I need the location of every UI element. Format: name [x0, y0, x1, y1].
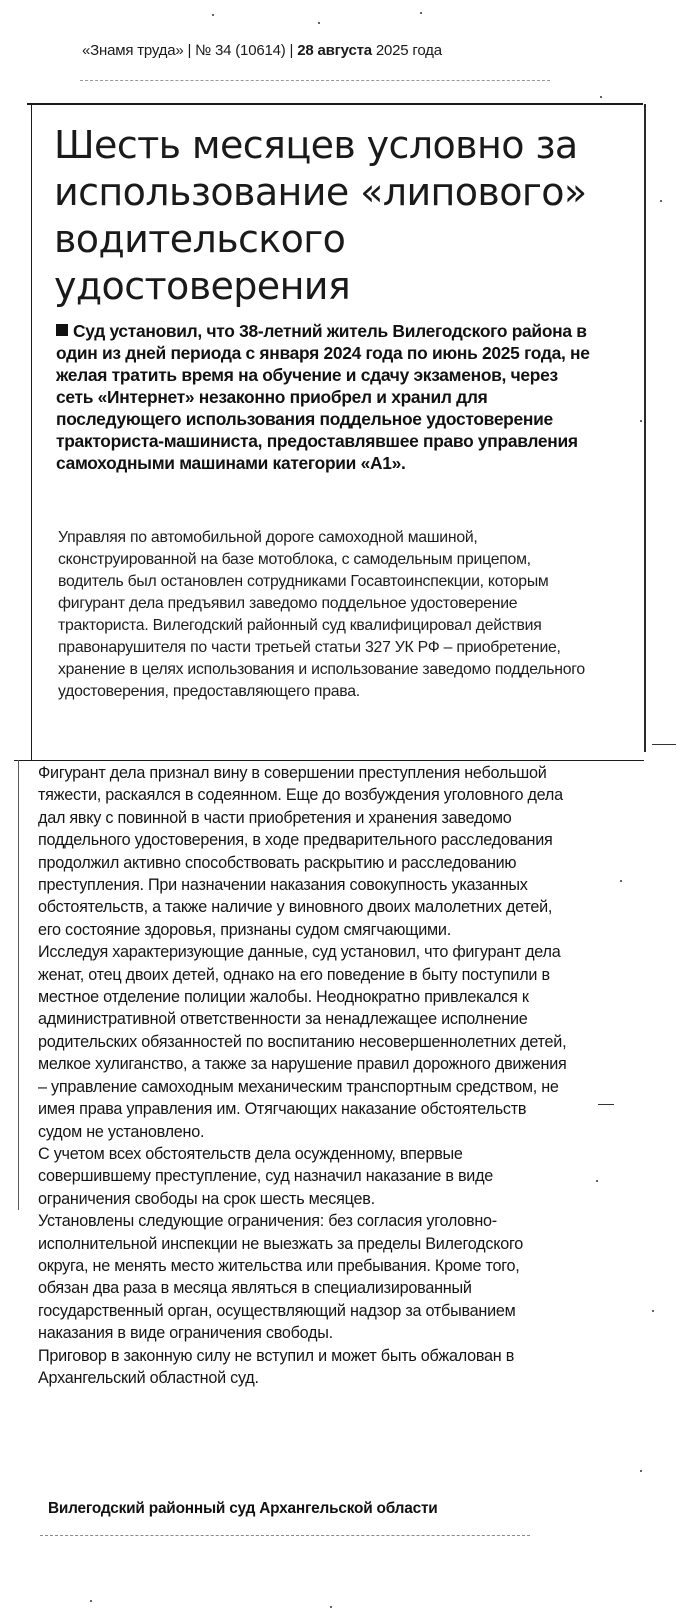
scan-speck [652, 1310, 654, 1312]
article-frame-left [31, 103, 32, 760]
scan-speck [596, 1180, 598, 1182]
article-paragraph: Фигурант дела признал вину в совершении преступления небольшой тяжести, раскаялся в содеянном. Еще до возбуждения уголовного дела дал явку с повинной в части приобретения и хранения заведомо поддельного удостоверения, в ходе предварительного расследования продолжил активно способствовать раскрытию и расследованию преступления. При назначении наказания совокупность указанных обстоятельств, а также наличие у виновного двоих малолетних детей, его состояние здоровья, признаны судом смягчающими. [38, 764, 563, 939]
article-paragraph: Исследуя характеризующие данные, суд установил, что фигурант дела женат, отец двоих детей, однако на его поведение в быту поступили в местное отделение полиции жалобы. Неоднократно привлекался к административной ответственности за ненадлежащее исполнение родительских обязанностей по воспитанию несовершеннолетних детей, мелкое хулиганство, а также за нарушение правил дорожного движения – управление самоходным механическим транспортным средством, не имея права управления им. Отягчающих наказание обстоятельств судом не установлено. [38, 943, 567, 1141]
article-paragraph: Приговор в законную силу не вступил и может быть обжалован в Архангельский областной суд. [38, 1346, 515, 1387]
article-title: Шесть месяцев условно за использование «липового» водительского удостоверения [54, 123, 587, 308]
header-separator: | [183, 42, 196, 59]
scan-speck [640, 1470, 642, 1472]
header-separator: | [285, 42, 298, 59]
footer-divider [40, 1535, 530, 1536]
scan-speck [318, 22, 320, 24]
article-frame-bottom [14, 760, 644, 761]
header-divider [80, 80, 550, 81]
article-frame-top [27, 103, 643, 105]
publication-name: «Знамя труда» [82, 42, 184, 59]
scan-speck [600, 96, 602, 98]
scan-speck [330, 1606, 332, 1608]
issue-date-day: 28 августа [297, 42, 372, 59]
scan-speck [420, 12, 422, 14]
scan-mark [598, 1104, 614, 1105]
scan-speck [660, 200, 662, 202]
article-lead [56, 320, 598, 474]
scan-edge-line [18, 760, 19, 1210]
article-frame-right [644, 104, 646, 752]
issue-number: № 34 (10614) [195, 42, 286, 59]
lead-text: Суд установил, что 38-летний житель Вилегодского района в один из дней периода с января 2024 года по июнь 2025 года, не желая тратить время на обучение и сдачу экзаменов, через сеть «Интернет» незаконно приобрел и хранил для последующего использования поддельное удостоверение тракториста-машиниста, предоставлявшее право управления самоходными машинами категории «А1». [56, 321, 590, 473]
issue-date-year: 2025 года [371, 42, 442, 59]
scan-speck [90, 1600, 92, 1602]
article-signature: Вилегодский районный суд Архангельской области [48, 1500, 438, 1517]
scan-speck [620, 880, 622, 882]
article-paragraph: Управляя по автомобильной дороге самоходной машиной, сконструированной на базе мотоблока, с самодельным прицепом, водитель был остановлен сотрудниками Госавтоинспекции, которым фигурант дела предъявил заведомо поддельное удостоверение тракториста. Вилегодский районный суд квалифицировал действия правонарушителя по части третьей статьи 327 УК РФ – приобретение, хранение в целях использования и использование заведомо поддельного удостоверения, предоставляющего права. [58, 529, 585, 700]
scan-speck [640, 420, 642, 422]
scan-speck [212, 14, 214, 16]
publication-header [82, 42, 642, 59]
article-paragraph: Установлены следующие ограничения: без согласия уголовно-исполнительной инспекции не выезжать за пределы Вилегодского округа, не менять место жительства или пребывания. Кроме того, обязан два раза в месяца являться в специализированный государственный орган, осуществляющий надзор за отбыванием наказания в виде ограничения свободы. [38, 1212, 524, 1343]
article-paragraph: С учетом всех обстоятельств дела осужденному, впервые совершившему преступление, суд назначил наказание в виде ограничения свободы на срок шесть месяцев. [38, 1144, 494, 1208]
article-body [38, 762, 574, 1389]
square-bullet-icon [56, 324, 68, 336]
scan-mark [652, 744, 676, 745]
